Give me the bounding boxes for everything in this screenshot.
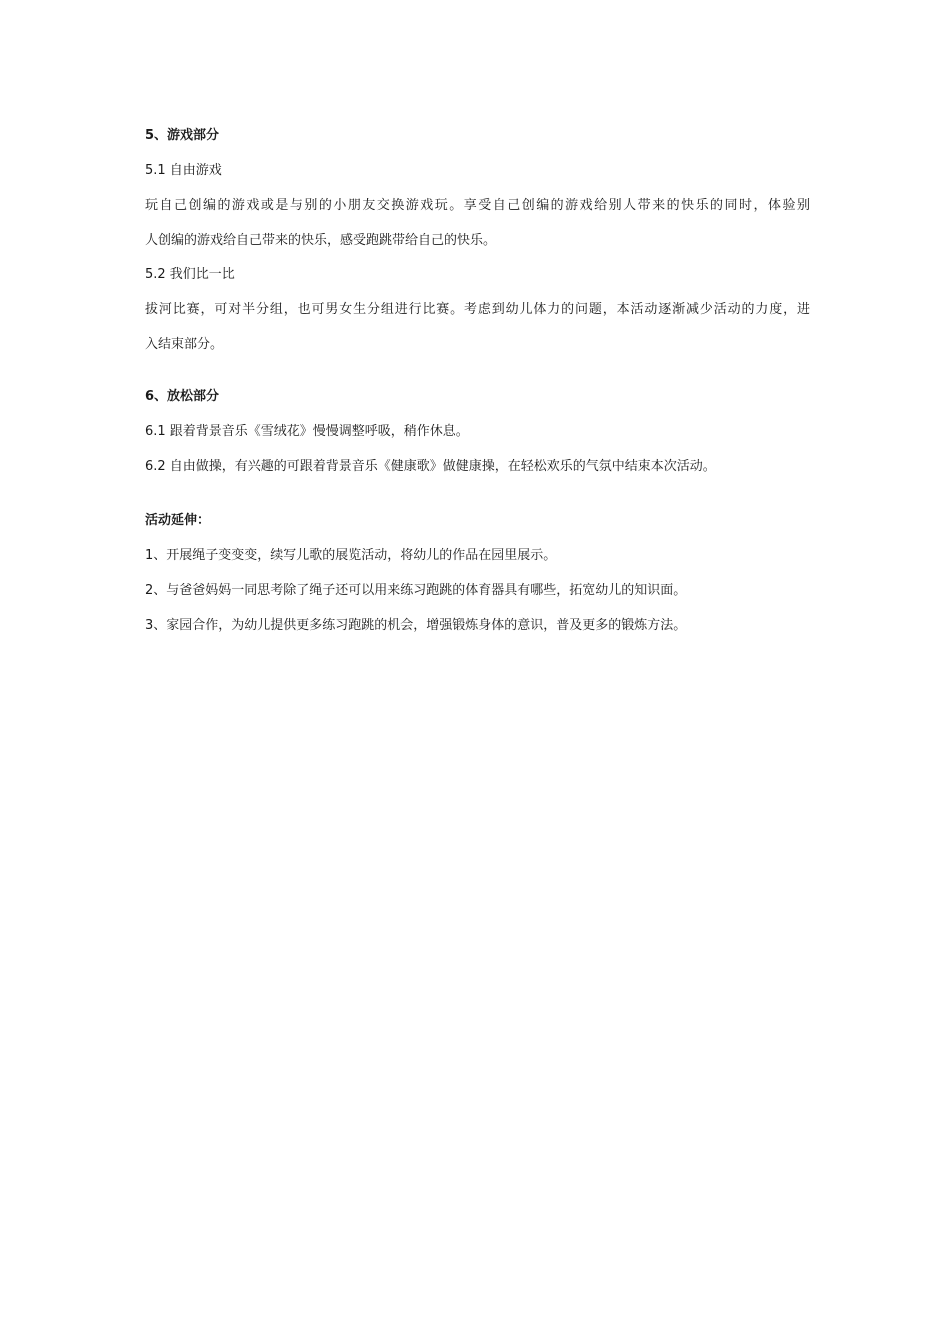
section-5-2-title: 5.2 我们比一比 xyxy=(145,267,235,282)
extension-item-1: 1、开展绳子变变变，续写儿歌的展览活动，将幼儿的作品在园里展示。 xyxy=(145,548,557,563)
section-5-2-paragraph-line-1: 拔河比赛，可对半分组，也可男女生分组进行比赛。考虑到幼儿体力的问题，本活动逐渐减少活动的力度，进 xyxy=(145,302,810,317)
section-5-2-paragraph-line-2: 入结束部分。 xyxy=(145,337,224,352)
section-6-1-item: 6.1 跟着背景音乐《雪绒花》慢慢调整呼吸，稍作休息。 xyxy=(145,424,469,439)
extension-item-3: 3、家园合作，为幼儿提供更多练习跑跳的机会，增强锻炼身体的意识，普及更多的锻炼方法。 xyxy=(145,618,687,633)
section-5-1-paragraph-line-2: 人创编的游戏给自己带来的快乐，感受跑跳带给自己的快乐。 xyxy=(145,233,497,248)
extension-heading: 活动延伸： xyxy=(145,513,211,528)
section-6-2-item: 6.2 自由做操，有兴趣的可跟着背景音乐《健康歌》做健康操，在轻松欢乐的气氛中结束本次活动。 xyxy=(145,459,716,474)
section-5-1-title: 5.1 自由游戏 xyxy=(145,163,222,178)
section-6-heading: 6、放松部分 xyxy=(145,389,220,404)
section-5-heading: 5、游戏部分 xyxy=(145,128,220,143)
extension-item-2: 2、与爸爸妈妈一同思考除了绳子还可以用来练习跑跳的体育器具有哪些，拓宽幼儿的知识面。 xyxy=(145,583,687,598)
section-5-1-paragraph-line-1: 玩自己创编的游戏或是与别的小朋友交换游戏玩。享受自己创编的游戏给别人带来的快乐的同时，体验别 xyxy=(145,198,810,213)
